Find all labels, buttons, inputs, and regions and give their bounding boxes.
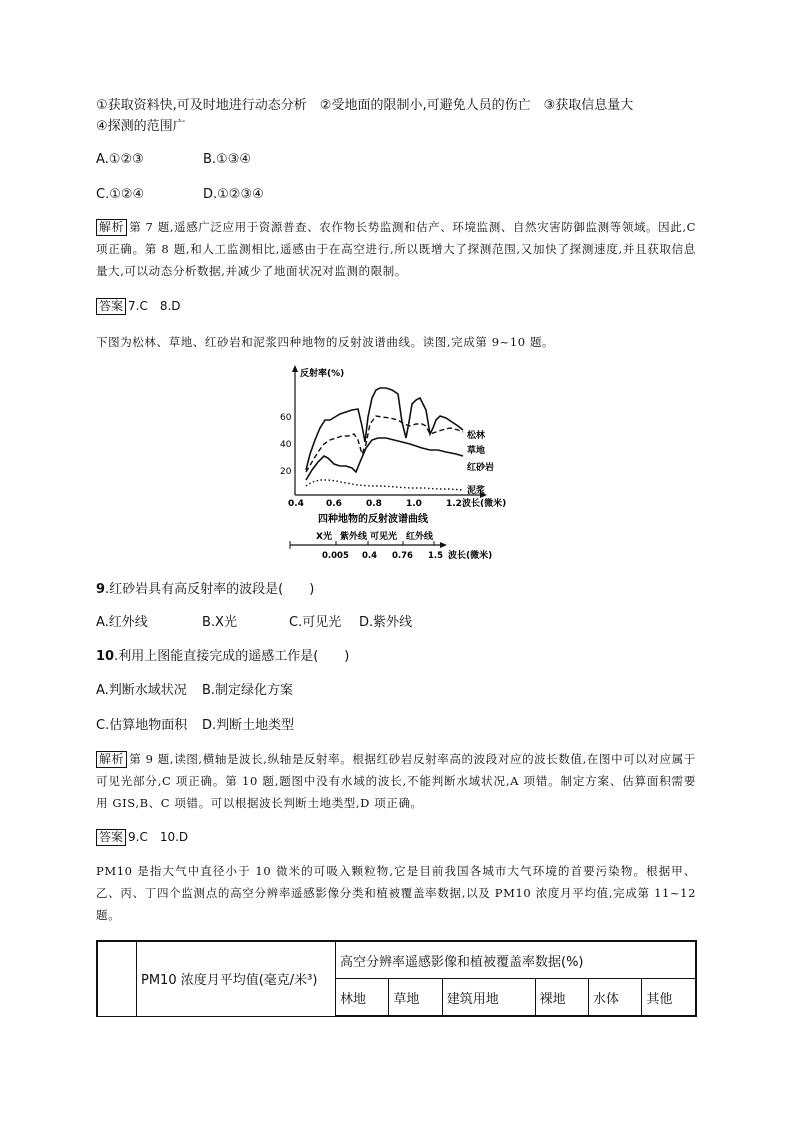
figure-caption: 四种地物的反射波谱曲线 xyxy=(318,514,428,525)
analysis2-tag: 解析 xyxy=(96,751,127,768)
q9-option-b: B.X光 xyxy=(202,615,237,630)
band-axis-label: 波长(微米) xyxy=(448,551,493,561)
q10-number: 10 xyxy=(96,649,115,664)
x-tick-10: 1.0 xyxy=(406,499,422,509)
q8-option-d: D.①②③④ xyxy=(203,187,264,202)
band-ir: 红外线 xyxy=(406,532,434,542)
band-axis-arrow-icon xyxy=(440,542,447,548)
q8-option-c: C.①②④ xyxy=(96,187,145,202)
table-subheader-water: 水体 xyxy=(588,979,641,1017)
answer-9-10 xyxy=(96,827,188,847)
answer2-text: 9.C 10.D xyxy=(128,830,189,844)
legend-red-sandstone: 红砂岩 xyxy=(467,463,495,473)
q10-option-d: D.判断土地类型 xyxy=(202,718,295,733)
x-axis-label: 波长(微米) xyxy=(462,499,507,509)
figure-intro: 下图为松林、草地、红砂岩和泥浆四种地物的反射波谱曲线。读图,完成第 9~10 题。 xyxy=(96,335,555,349)
y-tick-40: 40 xyxy=(280,440,292,450)
analysis-text: 第 7 题,遥感广泛应用于资源普查、农作物长势监测和估产、环境监测、自然灾害防御监测等领域。因此,C 项正确。第 8 题,和人工监测相比,遥感由于在高空进行,所以既增大了探测范围,又加快了探测速度,并且获取信息量大,可以动态分析数据,并减少了地面状况对监测的限制。 xyxy=(96,220,696,278)
answer-tag: 答案 xyxy=(96,298,126,315)
analysis-9-10 xyxy=(96,748,696,814)
q9-option-c: C.可见光 xyxy=(289,615,342,630)
table-subheader-bare: 裸地 xyxy=(535,979,588,1017)
y-tick-20: 20 xyxy=(280,467,292,477)
y-tick-60: 60 xyxy=(280,413,292,423)
q9-number: 9 xyxy=(96,582,106,597)
band-xray: X光 xyxy=(316,532,332,542)
table-header-pm10: PM10 浓度月平均值(毫克/米³) xyxy=(137,941,336,1016)
table-subheader-building: 建筑用地 xyxy=(442,979,535,1017)
q8-stem-line2: ④探测的范围广 xyxy=(96,119,186,134)
q9-stem xyxy=(96,580,314,600)
pm10-intro: PM10 是指大气中直径小于 10 微米的可吸入颗粒物,它是目前我国各城市大气环境的首要污染物。根据甲、乙、丙、丁四个监测点的高空分辨率遥感影像分类和植被覆盖率数据,以及 PM10 浓度月平均值,完成第 11~12 题。 xyxy=(96,864,696,922)
table-header-group: 高空分辨率遥感影像和植被覆盖率数据(%) xyxy=(336,941,697,979)
band-tick-15: 1.5 xyxy=(428,551,444,561)
q9-option-d: D.紫外线 xyxy=(359,615,413,630)
analysis-tag: 解析 xyxy=(96,219,127,236)
analysis2-text: 第 9 题,读图,横轴是波长,纵轴是反射率。根据红砂岩反射率高的波段对应的波长数值,在图中可以对应属于可见光部分,C 项正确。第 10 题,题图中没有水域的波长,不能判断水域状况,A 项错。制定方案、估算面积需要用 GIS,B、C 项错。可以根据波长判断土地类型,D 项正确。 xyxy=(96,752,696,810)
q10-option-a: A.判断水域状况 xyxy=(96,683,187,698)
answer2-tag: 答案 xyxy=(96,829,126,846)
legend-grass: 草地 xyxy=(467,446,486,456)
analysis-7-8 xyxy=(96,216,696,282)
x-tick-04: 0.4 xyxy=(288,499,304,509)
pm10-table xyxy=(96,940,697,1017)
answer-7-8 xyxy=(96,296,181,316)
curve-grass xyxy=(306,388,463,470)
band-tick-04: 0.4 xyxy=(362,551,378,561)
q8-option-a: A.①②③ xyxy=(96,152,144,167)
q10-stem xyxy=(96,647,349,667)
legend-mud: 泥浆 xyxy=(467,486,486,496)
curve-mud xyxy=(306,480,463,490)
table-subheader-forest: 林地 xyxy=(336,979,389,1017)
band-tick-076: 0.76 xyxy=(392,551,413,561)
q8-stem-line1: ①获取资料快,可及时地进行动态分析 ②受地面的限制小,可避免人员的伤亡 ③获取信息量大 xyxy=(96,98,634,113)
q10-option-c: C.估算地物面积 xyxy=(96,718,188,733)
answer-text: 7.C 8.D xyxy=(128,299,181,313)
table-subheader-grass: 草地 xyxy=(389,979,442,1017)
q9-text: .红砂岩具有高反射率的波段是( ) xyxy=(105,582,315,597)
curve-red-sandstone xyxy=(306,438,463,480)
table-index-cell xyxy=(97,941,137,1016)
q8-option-b: B.①③④ xyxy=(203,152,252,167)
band-uv: 紫外线 xyxy=(340,532,368,542)
y-axis-label: 反射率(%) xyxy=(300,369,345,379)
legend-pine: 松林 xyxy=(467,431,486,441)
q10-text: .利用上图能直接完成的遥感工作是( ) xyxy=(114,649,350,664)
band-visible: 可见光 xyxy=(370,532,398,542)
x-tick-08: 0.8 xyxy=(366,499,382,509)
band-tick-0005: 0.005 xyxy=(322,551,349,561)
reflectance-figure xyxy=(270,362,530,562)
y-axis-arrow-icon xyxy=(292,365,298,372)
q9-option-a: A.红外线 xyxy=(96,615,148,630)
q10-option-b: B.制定绿化方案 xyxy=(202,683,294,698)
curve-pine xyxy=(306,416,463,472)
x-tick-12: 1.2 xyxy=(446,499,462,509)
x-tick-06: 0.6 xyxy=(326,499,342,509)
table-subheader-other: 其他 xyxy=(642,979,696,1017)
